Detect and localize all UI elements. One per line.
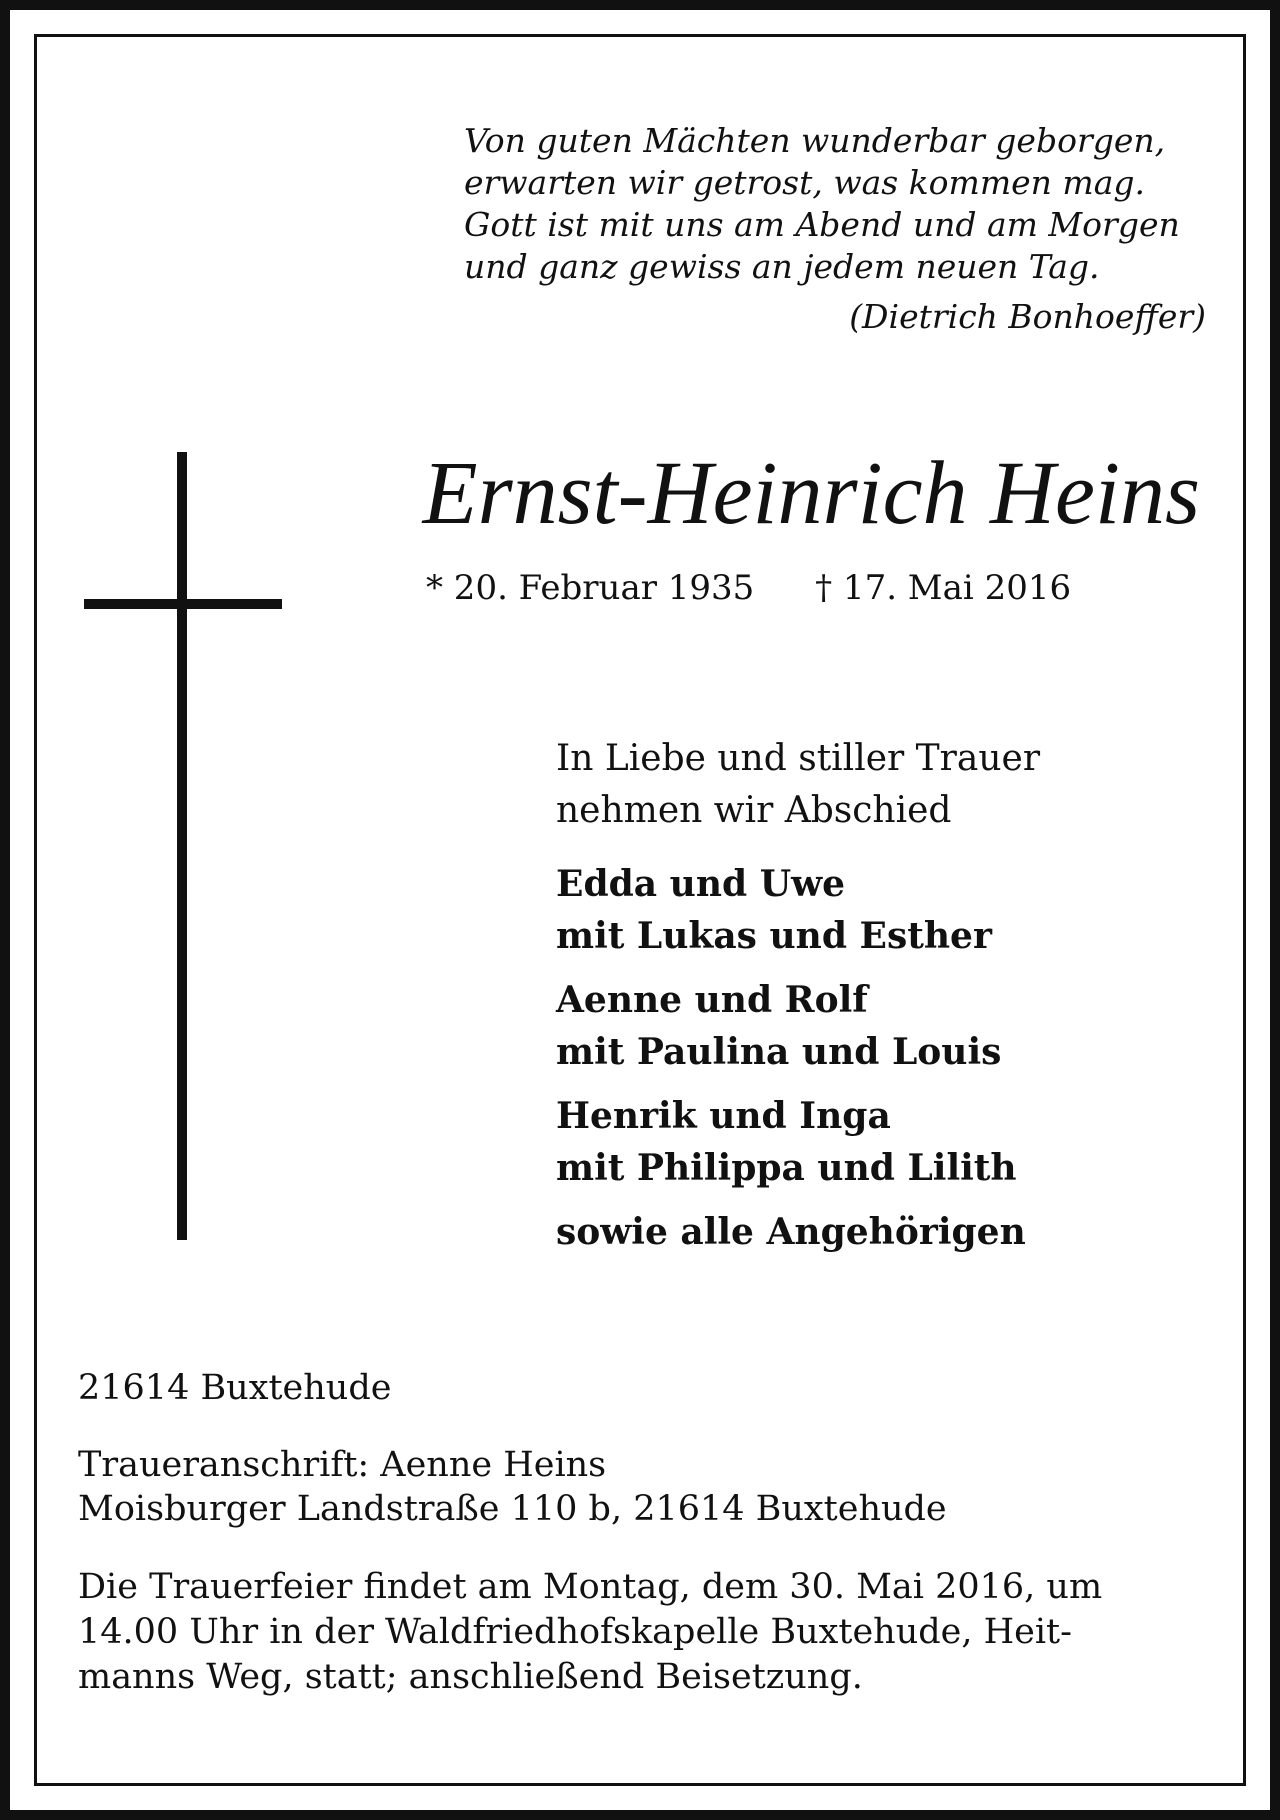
mourning-address [78,1443,947,1531]
family-member-line: Henrik und Inga [556,1095,891,1137]
family-member-line: mit Philippa und Lilith [556,1147,1017,1189]
location: 21614 Buxtehude [78,1368,392,1408]
quote-line: und ganz gewiss an jedem neuen Tag. [464,247,1100,286]
cross-icon-horizontal-bar [84,599,282,609]
mourning-text [556,733,1040,837]
birth-date: * 20. Februar 1935 [426,568,755,608]
quote-block [464,120,1206,338]
service-line: 14.00 Uhr in der Waldfriedhofskapelle Buxtehude, Heit- [78,1612,1072,1652]
mourning-line: nehmen wir Abschied [556,790,952,831]
quote-line: Von guten Mächten wunderbar geborgen, [464,121,1166,160]
family-list [556,858,1026,1258]
life-dates [426,566,1071,610]
death-date: † 17. Mai 2016 [815,568,1072,608]
family-group [556,1090,1026,1194]
mourning-line: In Liebe und stiller Trauer [556,738,1041,779]
family-member-line: Aenne und Rolf [556,979,868,1021]
funeral-service-info [78,1565,1208,1700]
quote-line: erwarten wir getrost, was kommen mag. [464,163,1145,202]
quote-author: (Dietrich Bonhoeffer) [849,297,1206,336]
family-member-line: mit Lukas und Esther [556,915,992,957]
family-member-line: sowie alle Angehörigen [556,1211,1026,1253]
deceased-name: Ernst-Heinrich Heins [422,444,1200,543]
address-line: Traueranschrift: Aenne Heins [78,1445,607,1485]
family-group [556,858,1026,962]
address-line: Moisburger Landstraße 110 b, 21614 Buxtehude [78,1489,947,1529]
family-member-line: mit Paulina und Louis [556,1031,1002,1073]
service-line: manns Weg, statt; anschließend Beisetzung. [78,1657,863,1697]
quote-line: Gott ist mit uns am Abend und am Morgen [464,205,1180,244]
family-group [556,974,1026,1078]
family-member-line: Edda und Uwe [556,863,845,905]
cross-icon-vertical-bar [177,452,187,1240]
service-line: Die Trauerfeier findet am Montag, dem 30. Mai 2016, um [78,1567,1103,1607]
family-group [556,1206,1026,1258]
